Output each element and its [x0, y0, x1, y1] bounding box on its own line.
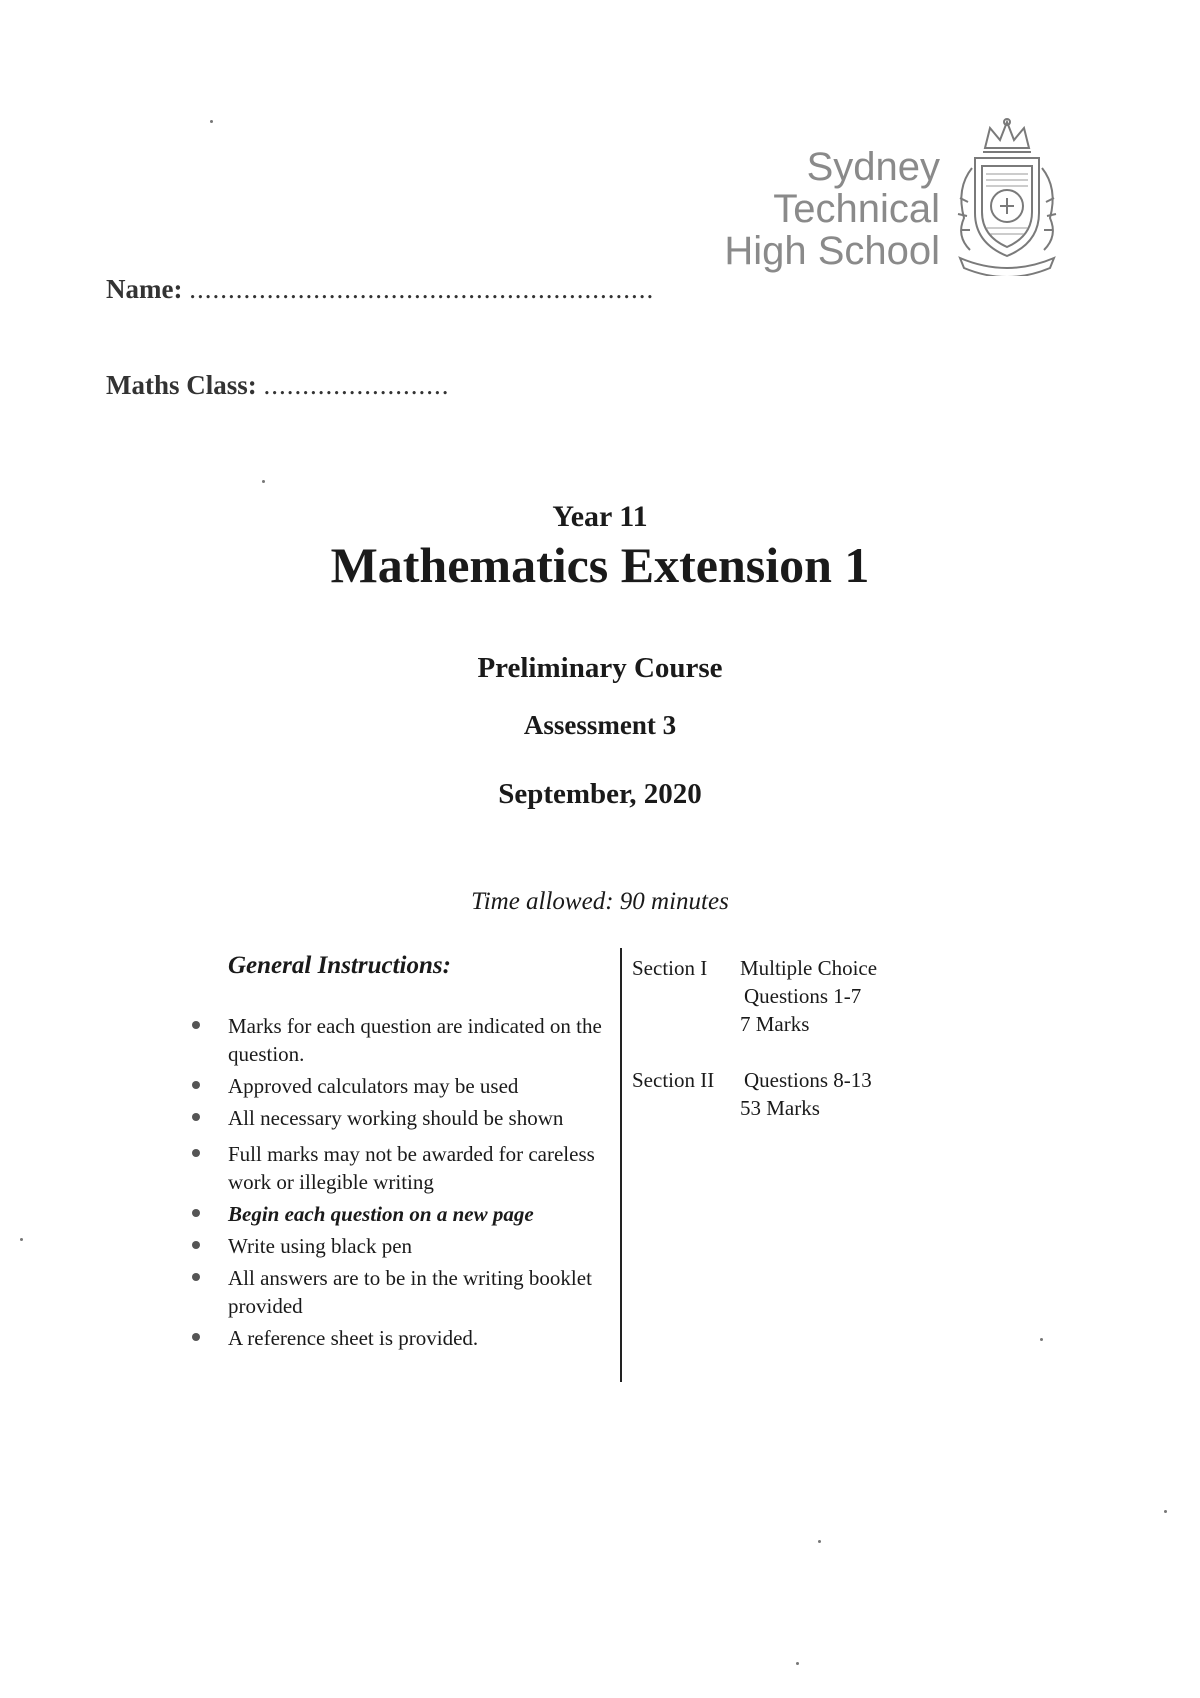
- scan-speck: [818, 1540, 821, 1543]
- name-dots: ............................................................: [189, 274, 655, 304]
- instruction-item: Begin each question on a new page: [192, 1200, 612, 1228]
- instruction-item: All answers are to be in the writing booklet provided: [192, 1264, 612, 1320]
- maths-class-dots: ........................: [263, 370, 450, 400]
- school-logo-text: [724, 146, 940, 272]
- section-1-details: [740, 954, 877, 1038]
- scan-speck: [20, 1238, 23, 1241]
- exam-date: September, 2020: [498, 778, 702, 810]
- bullet-icon: [192, 1113, 200, 1121]
- scan-speck: [262, 480, 265, 483]
- bullet-icon: [192, 1209, 200, 1217]
- scan-speck: [1040, 1338, 1043, 1341]
- section-2-line: Questions 8-13: [744, 1068, 872, 1092]
- bullet-icon: [192, 1273, 200, 1281]
- section-1-label: Section I: [632, 956, 708, 980]
- section-2-details: [740, 1066, 872, 1122]
- scan-speck: [796, 1662, 799, 1665]
- instruction-item: Write using black pen: [192, 1232, 612, 1260]
- assessment-heading: Assessment 3: [523, 710, 677, 740]
- instruction-item: Approved calculators may be used: [192, 1072, 612, 1100]
- bullet-icon: [192, 1333, 200, 1341]
- section-2-label: Section II: [632, 1068, 715, 1092]
- course-heading: Preliminary Course: [477, 652, 723, 684]
- time-allowed: Time allowed: 90 minutes: [471, 888, 729, 915]
- name-label: Name:: [106, 274, 183, 304]
- logo-line-3: High School: [724, 229, 940, 273]
- instruction-item: All necessary working should be shown: [192, 1104, 612, 1132]
- page-title: Mathematics Extension 1: [330, 537, 870, 593]
- column-divider: [620, 948, 622, 1382]
- year-heading: Year 11: [552, 500, 648, 533]
- instructions-heading: General Instructions:: [228, 952, 451, 979]
- logo-line-1: Sydney: [806, 145, 940, 189]
- instructions-list: [192, 1012, 612, 1356]
- section-1-line: 7 Marks: [740, 1012, 810, 1036]
- section-1-line: Questions 1-7: [744, 984, 862, 1008]
- bullet-icon: [192, 1081, 200, 1089]
- instruction-item: A reference sheet is provided.: [192, 1324, 612, 1352]
- section-2-line: 53 Marks: [740, 1096, 820, 1120]
- section-1-line: Multiple Choice: [740, 956, 878, 980]
- name-field[interactable]: [106, 274, 654, 305]
- school-crest-icon: [950, 118, 1065, 276]
- instruction-item: Full marks may not be awarded for careless work or illegible writing: [192, 1140, 612, 1196]
- bullet-icon: [192, 1021, 200, 1029]
- instruction-item: Marks for each question are indicated on the question.: [192, 1012, 612, 1068]
- scan-speck: [210, 120, 213, 123]
- bullet-icon: [192, 1241, 200, 1249]
- maths-class-field[interactable]: [106, 370, 450, 401]
- maths-class-label: Maths Class:: [106, 370, 257, 400]
- scan-speck: [1164, 1510, 1167, 1513]
- bullet-icon: [192, 1149, 200, 1157]
- logo-line-2: Technical: [773, 187, 940, 231]
